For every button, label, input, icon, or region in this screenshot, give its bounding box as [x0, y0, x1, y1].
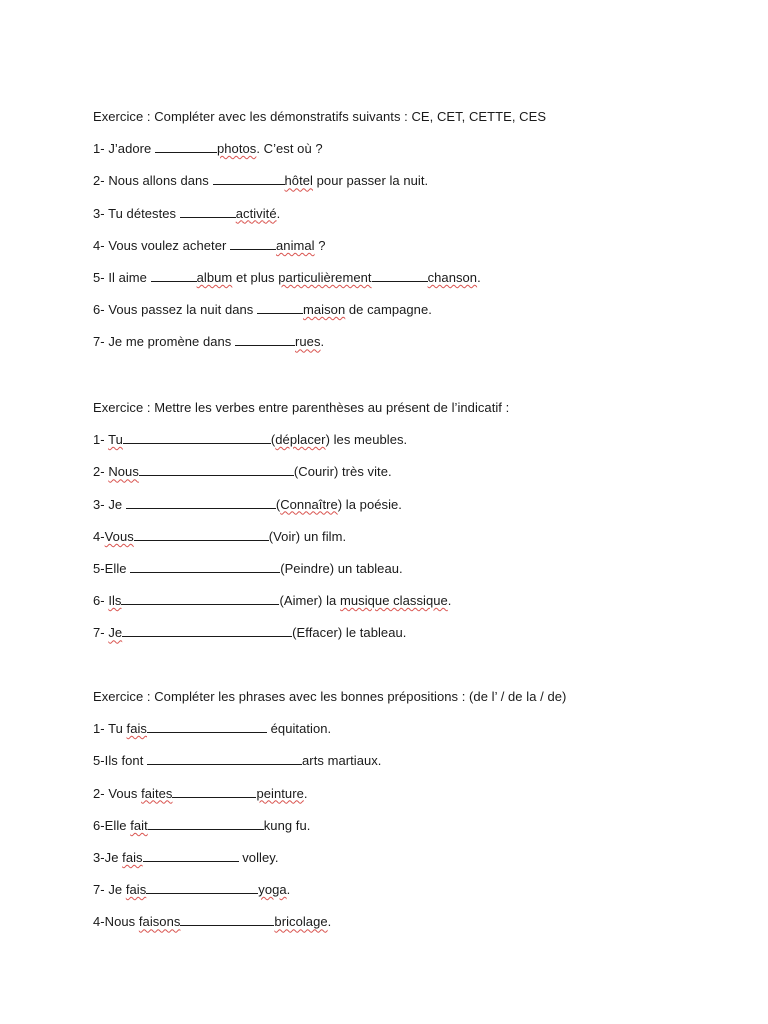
item-text: arts martiaux.	[302, 753, 382, 769]
answer-blank[interactable]	[372, 270, 428, 282]
item-text: volley.	[238, 850, 279, 865]
spellcheck-flagged-text: particulièrement	[278, 270, 372, 285]
item-text: 7-	[93, 625, 109, 641]
spellcheck-flagged-text: musique classique	[339, 593, 448, 609]
exercise-item	[93, 721, 331, 737]
item-text: 5-Elle	[93, 561, 131, 576]
answer-blank[interactable]	[172, 786, 256, 798]
exercise-heading: Exercice : Compléter les phrases avec les bonnes prépositions : (de l’ / de la / de)	[93, 689, 567, 704]
spellcheck-flagged-text: fait	[130, 817, 148, 833]
exercise-item	[93, 818, 310, 834]
item-text: 6-Elle	[93, 817, 131, 833]
answer-blank[interactable]	[146, 882, 258, 894]
item-text: 1- J’adore	[93, 141, 155, 157]
spellcheck-flagged-text: peinture	[256, 785, 304, 801]
exercise-item	[93, 753, 381, 769]
spellcheck-flagged-text: yoga	[258, 882, 287, 898]
answer-blank[interactable]	[180, 914, 274, 926]
answer-blank[interactable]	[134, 529, 269, 541]
answer-blank[interactable]	[126, 497, 276, 509]
exercise-item	[93, 850, 279, 866]
answer-blank[interactable]	[151, 270, 197, 282]
answer-blank[interactable]	[230, 238, 276, 250]
item-text: ) les meubles.	[325, 432, 408, 448]
item-text: 2- Vous	[93, 785, 142, 801]
item-text: .	[276, 205, 281, 221]
answer-blank[interactable]	[143, 850, 239, 862]
exercise-item	[93, 302, 432, 318]
item-text: 6- Vous passez la nuit dans	[93, 302, 258, 318]
item-text: .	[477, 270, 481, 285]
item-text: 1-	[93, 432, 109, 448]
item-text: 3-Je	[93, 850, 123, 865]
item-text: 5- Il aime	[93, 270, 151, 285]
spellcheck-flagged-text: faites	[141, 785, 173, 801]
answer-blank[interactable]	[148, 818, 264, 830]
spellcheck-flagged-text: hôtel	[284, 173, 313, 189]
exercise-item	[93, 270, 481, 286]
item-text: .	[303, 785, 308, 801]
exercise-item	[93, 238, 326, 254]
item-text: .	[320, 334, 325, 350]
answer-blank[interactable]	[139, 464, 294, 476]
exercise-item	[93, 497, 402, 513]
spellcheck-flagged-text: fais	[126, 721, 147, 737]
item-text: (Voir) un film.	[268, 528, 347, 544]
answer-blank[interactable]	[123, 432, 271, 444]
item-text: ) la poésie.	[337, 496, 402, 512]
spellcheck-flagged-text: déplacer	[275, 432, 326, 448]
spellcheck-flagged-text: Vous	[104, 528, 134, 544]
exercise-item	[93, 914, 331, 930]
item-text: 4- Vous voulez acheter	[93, 237, 231, 253]
spellcheck-flagged-text: Je	[108, 625, 123, 641]
item-text: .	[286, 882, 291, 898]
item-text: ?	[314, 237, 326, 253]
spellcheck-flagged-text: fais	[122, 850, 143, 865]
item-text: (Courir) très vite.	[293, 464, 392, 480]
spellcheck-flagged-text: bricolage	[274, 914, 328, 930]
item-text: kung fu.	[263, 817, 311, 833]
item-text: . C’est où ?	[256, 141, 323, 157]
spellcheck-flagged-text: photos	[216, 141, 257, 157]
item-text: 7- Je me promène dans	[93, 334, 236, 350]
exercise-item	[93, 464, 392, 480]
answer-blank[interactable]	[121, 593, 279, 605]
answer-blank[interactable]	[122, 625, 292, 637]
spellcheck-flagged-text: Nous	[108, 464, 139, 480]
answer-blank[interactable]	[147, 753, 302, 765]
spellcheck-flagged-text: fais	[125, 882, 147, 898]
item-text: équitation.	[266, 721, 332, 737]
answer-blank[interactable]	[257, 302, 303, 314]
exercise-item	[93, 432, 407, 448]
item-text: (Aimer) la	[279, 593, 340, 609]
item-text: .	[327, 914, 332, 930]
item-text: 2-	[93, 464, 109, 480]
item-text: 4-Nous	[93, 914, 139, 930]
item-text: et plus	[232, 270, 279, 285]
answer-blank[interactable]	[155, 141, 217, 153]
item-text: 5-Ils font	[93, 753, 148, 769]
answer-blank[interactable]	[130, 561, 280, 573]
item-text: 3- Tu détestes	[93, 205, 180, 221]
item-text: 7- Je	[93, 882, 126, 898]
item-text: (	[275, 496, 281, 512]
item-text: 3- Je	[93, 496, 126, 512]
spellcheck-flagged-text: Ils	[108, 593, 122, 609]
spellcheck-flagged-text: faisons	[138, 914, 181, 930]
item-text: 2- Nous allons dans	[93, 173, 213, 189]
item-text: pour passer la nuit.	[312, 173, 429, 189]
spellcheck-flagged-text: activité	[235, 205, 277, 221]
item-text: (Effacer) le tableau.	[292, 625, 407, 641]
item-text: (	[270, 432, 276, 448]
item-text: 6-	[93, 593, 109, 609]
exercise-item	[93, 334, 324, 350]
spellcheck-flagged-text: rues	[295, 334, 321, 350]
answer-blank[interactable]	[147, 721, 267, 733]
exercise-item	[93, 593, 451, 609]
spellcheck-flagged-text: chanson	[427, 270, 478, 285]
item-text: .	[447, 593, 452, 609]
item-text: de campagne.	[345, 302, 432, 318]
exercise-heading: Exercice : Compléter avec les démonstratifs suivants : CE, CET, CETTE, CES	[93, 109, 547, 124]
exercise-item	[93, 625, 406, 641]
spellcheck-flagged-text: animal	[276, 237, 315, 253]
spellcheck-flagged-text: album	[196, 270, 233, 285]
exercise-item	[93, 529, 346, 545]
exercise-item	[93, 141, 323, 157]
answer-blank[interactable]	[213, 173, 285, 185]
item-text: 1- Tu	[93, 721, 127, 737]
exercise-item	[93, 786, 308, 802]
answer-blank[interactable]	[235, 334, 295, 346]
item-text: (Peindre) un tableau.	[280, 561, 403, 576]
exercise-item	[93, 206, 280, 222]
spellcheck-flagged-text: Connaître	[280, 496, 338, 512]
answer-blank[interactable]	[180, 206, 236, 218]
item-text: 4-	[93, 528, 105, 544]
spellcheck-flagged-text: maison	[303, 302, 346, 318]
exercise-item	[93, 561, 403, 577]
exercise-item	[93, 173, 428, 189]
exercise-heading: Exercice : Mettre les verbes entre parenthèses au présent de l’indicatif :	[93, 400, 510, 415]
exercise-item	[93, 882, 290, 898]
spellcheck-flagged-text: Tu	[108, 432, 123, 448]
